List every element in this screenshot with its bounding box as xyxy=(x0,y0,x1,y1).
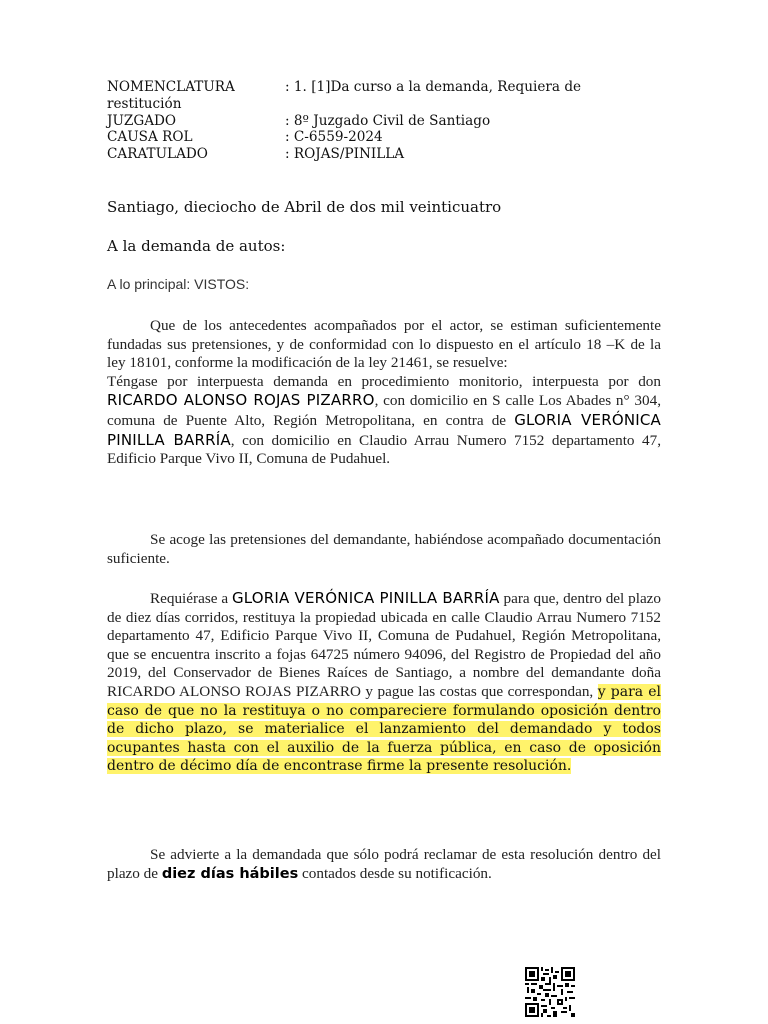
paragraph-text: Téngase por interpuesta demanda en procedimiento monitorio, interpuesta por don xyxy=(107,372,661,390)
defendant-name: GLORIA VERÓNICA PINILLA BARRÍA xyxy=(107,410,662,449)
header-row-caratulado xyxy=(107,146,667,163)
paragraph-acoge xyxy=(107,531,661,568)
paragraph-text: Se acoge las pretensiones del demandante, habiéndose acompañado documentación suficiente. xyxy=(107,531,661,567)
header-label: CAUSA ROL xyxy=(107,129,193,146)
principal-line: A lo principal: VISTOS: xyxy=(107,276,250,292)
defendant-name: GLORIA VERÓNICA PINILLA BARRÍA xyxy=(231,589,500,607)
header-label: NOMENCLATURA xyxy=(107,79,235,95)
header-value: : ROJAS/PINILLA xyxy=(285,146,405,163)
case-header xyxy=(107,79,667,163)
date-line: Santiago, dieciocho de Abril de dos mil veinticuatro xyxy=(107,198,502,216)
paragraph-text: Requiérase a xyxy=(150,590,229,607)
header-row-continuation xyxy=(107,96,667,113)
paragraph-text: Que de los antecedentes acompañados por el actor, se estiman suficientemente fundadas sus pretensiones, y de conformidad con lo dispuesto en el artículo 18 –K de la ley 18101, conforme la modificación de la ley 21461, se resuelve: xyxy=(107,317,661,372)
plaintiff-name: RICARDO ALONSO ROJAS PIZARRO xyxy=(107,391,375,410)
bold-deadline: diez días hábiles xyxy=(161,865,299,882)
header-value: : 1. [1]Da curso a la demanda, Requiera de xyxy=(285,79,582,95)
paragraph-text: contados desde su notificación. xyxy=(302,864,492,882)
header-value: : 8º Juzgado Civil de Santiago xyxy=(285,112,491,129)
paragraph-text: para que, dentro del plazo de diez días corridos, restituya la propiedad ubicada en calle Claudio Arrau Numero 7152 departamento 47, Edificio Parque Vivo II, Comuna de Pudahuel, Región Metropolitana, que se encuentra inscrito a fojas 64725 número 94096, del Registro de Propiedad del año 2019, del Conservador de Bienes Raíces de Santiago, a nombre del demandante doña RICARDO ALONSO ROJAS PIZARRO y pague las costas que correspondan, xyxy=(107,590,662,700)
paragraph-resolution xyxy=(107,317,661,469)
paragraph-advertencia xyxy=(107,846,661,883)
header-row-causa-rol xyxy=(107,129,667,146)
header-value: : C-6559-2024 xyxy=(285,129,383,146)
header-row-nomenclatura xyxy=(107,79,667,96)
header-label: JUZGADO xyxy=(107,112,177,129)
highlighted-text: y para el caso de que no la restituya o no compareciere formulando oposición dentro de dicho plazo, se materialice el lanzamiento del demandado y todos ocupantes hasta con el auxilio de la fuerza pública, en caso de oposición dentro de décimo día de encontrase firme la presente resolución. xyxy=(107,683,662,775)
section-heading: A la demanda de autos: xyxy=(107,237,286,255)
paragraph-requierase xyxy=(107,589,661,776)
header-row-juzgado xyxy=(107,113,667,130)
paragraph-text: Se advierte a la demandada que sólo podrá reclamar de esta resolución dentro del plazo de xyxy=(107,846,661,882)
paragraph-text: , con domicilio en Claudio Arrau Numero 7152 departamento 47, Edificio Parque Vivo II, Comuna de Pudahuel. xyxy=(107,431,661,468)
paragraph-text: , con domicilio en S calle Los Abades n° 304, comuna de Puente Alto, Región Metropolitana, en contra de xyxy=(107,392,661,429)
header-label: CARATULADO xyxy=(107,146,208,163)
qr-code-icon xyxy=(525,967,575,1017)
header-label: restitución xyxy=(107,95,182,112)
